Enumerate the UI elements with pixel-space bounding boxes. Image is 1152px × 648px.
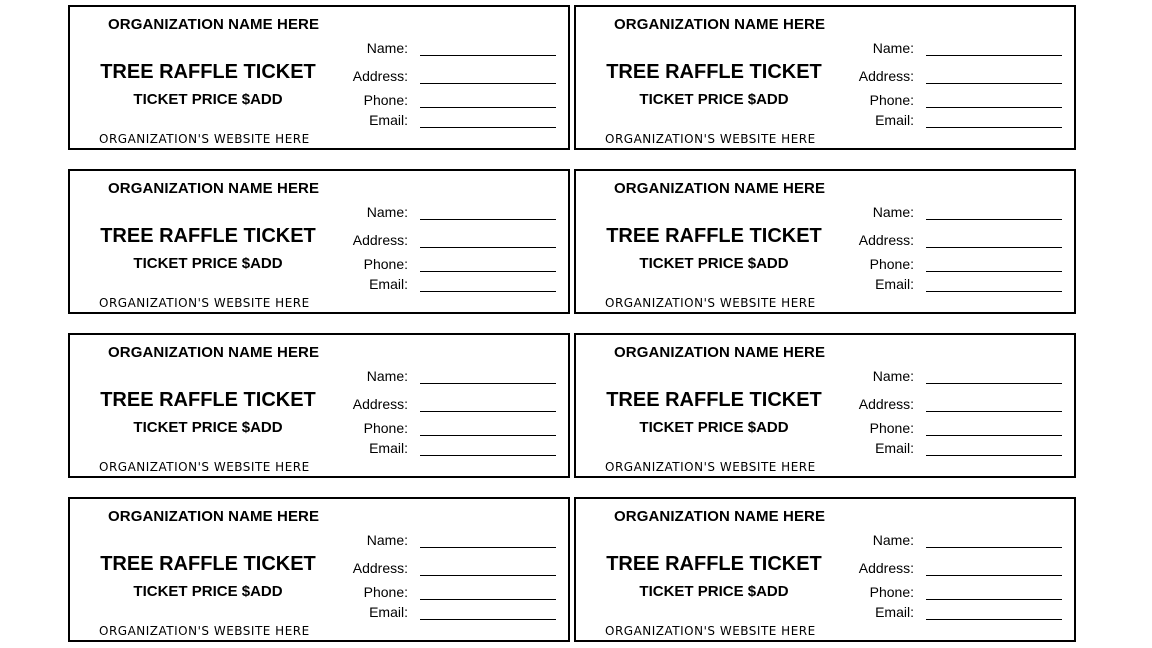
name-line [926, 55, 1062, 56]
address-label: Address: [858, 68, 914, 84]
address-label: Address: [858, 396, 914, 412]
name-label: Name: [366, 204, 408, 220]
organization-website: ORGANIZATION'S WEBSITE HERE [99, 296, 310, 310]
phone-line [926, 435, 1062, 436]
address-line [926, 247, 1062, 248]
name-line [926, 547, 1062, 548]
email-line [420, 127, 556, 128]
phone-label: Phone: [363, 92, 408, 108]
phone-label: Phone: [363, 420, 408, 436]
ticket-price: TICKET PRICE $ADD [133, 91, 283, 108]
ticket-title: TREE RAFFLE TICKET [100, 225, 316, 247]
organization-name: ORGANIZATION NAME HERE [108, 508, 320, 525]
ticket-price: TICKET PRICE $ADD [639, 91, 789, 108]
ticket-title: TREE RAFFLE TICKET [606, 553, 822, 575]
organization-name: ORGANIZATION NAME HERE [614, 508, 826, 525]
phone-label: Phone: [869, 92, 914, 108]
address-line [420, 247, 556, 248]
ticket-title: TREE RAFFLE TICKET [606, 225, 822, 247]
raffle-ticket [68, 333, 570, 478]
email-label: Email: [875, 276, 914, 292]
organization-website: ORGANIZATION'S WEBSITE HERE [605, 132, 816, 146]
organization-website: ORGANIZATION'S WEBSITE HERE [605, 460, 816, 474]
address-line [926, 575, 1062, 576]
email-line [420, 619, 556, 620]
address-line [926, 411, 1062, 412]
organization-name: ORGANIZATION NAME HERE [108, 344, 320, 361]
email-label: Email: [369, 112, 408, 128]
phone-label: Phone: [363, 256, 408, 272]
ticket-title: TREE RAFFLE TICKET [606, 389, 822, 411]
name-label: Name: [366, 40, 408, 56]
name-label: Name: [872, 532, 914, 548]
ticket-price: TICKET PRICE $ADD [639, 583, 789, 600]
phone-line [420, 107, 556, 108]
email-label: Email: [369, 604, 408, 620]
raffle-ticket [574, 497, 1076, 642]
ticket-title: TREE RAFFLE TICKET [100, 553, 316, 575]
organization-name: ORGANIZATION NAME HERE [614, 16, 826, 33]
organization-website: ORGANIZATION'S WEBSITE HERE [99, 460, 310, 474]
raffle-ticket [574, 5, 1076, 150]
name-line [420, 219, 556, 220]
ticket-price: TICKET PRICE $ADD [133, 255, 283, 272]
organization-website: ORGANIZATION'S WEBSITE HERE [605, 296, 816, 310]
email-label: Email: [369, 276, 408, 292]
address-label: Address: [352, 68, 408, 84]
email-line [420, 291, 556, 292]
organization-name: ORGANIZATION NAME HERE [614, 344, 826, 361]
phone-label: Phone: [363, 584, 408, 600]
address-line [926, 83, 1062, 84]
ticket-title: TREE RAFFLE TICKET [606, 61, 822, 83]
email-label: Email: [875, 112, 914, 128]
raffle-ticket [574, 169, 1076, 314]
organization-website: ORGANIZATION'S WEBSITE HERE [605, 624, 816, 638]
address-label: Address: [352, 232, 408, 248]
organization-name: ORGANIZATION NAME HERE [108, 180, 320, 197]
address-label: Address: [858, 232, 914, 248]
address-line [420, 411, 556, 412]
ticket-title: TREE RAFFLE TICKET [100, 61, 316, 83]
phone-label: Phone: [869, 256, 914, 272]
address-line [420, 83, 556, 84]
email-label: Email: [369, 440, 408, 456]
raffle-ticket [68, 497, 570, 642]
ticket-price: TICKET PRICE $ADD [639, 255, 789, 272]
organization-name: ORGANIZATION NAME HERE [108, 16, 320, 33]
name-line [926, 383, 1062, 384]
name-line [420, 383, 556, 384]
address-label: Address: [858, 560, 914, 576]
phone-line [420, 271, 556, 272]
address-line [420, 575, 556, 576]
phone-label: Phone: [869, 584, 914, 600]
ticket-price: TICKET PRICE $ADD [639, 419, 789, 436]
raffle-ticket [574, 333, 1076, 478]
phone-line [926, 599, 1062, 600]
name-line [420, 55, 556, 56]
organization-website: ORGANIZATION'S WEBSITE HERE [99, 624, 310, 638]
name-label: Name: [872, 368, 914, 384]
phone-line [420, 599, 556, 600]
organization-website: ORGANIZATION'S WEBSITE HERE [99, 132, 310, 146]
name-line [926, 219, 1062, 220]
organization-name: ORGANIZATION NAME HERE [614, 180, 826, 197]
name-label: Name: [366, 532, 408, 548]
phone-label: Phone: [869, 420, 914, 436]
phone-line [420, 435, 556, 436]
name-label: Name: [366, 368, 408, 384]
phone-line [926, 107, 1062, 108]
phone-line [926, 271, 1062, 272]
address-label: Address: [352, 560, 408, 576]
email-line [926, 127, 1062, 128]
raffle-ticket [68, 5, 570, 150]
email-label: Email: [875, 604, 914, 620]
name-label: Name: [872, 40, 914, 56]
email-line [926, 455, 1062, 456]
email-label: Email: [875, 440, 914, 456]
address-label: Address: [352, 396, 408, 412]
name-line [420, 547, 556, 548]
name-label: Name: [872, 204, 914, 220]
ticket-price: TICKET PRICE $ADD [133, 419, 283, 436]
email-line [926, 291, 1062, 292]
email-line [420, 455, 556, 456]
ticket-title: TREE RAFFLE TICKET [100, 389, 316, 411]
ticket-price: TICKET PRICE $ADD [133, 583, 283, 600]
email-line [926, 619, 1062, 620]
ticket-sheet [68, 5, 1076, 643]
raffle-ticket [68, 169, 570, 314]
